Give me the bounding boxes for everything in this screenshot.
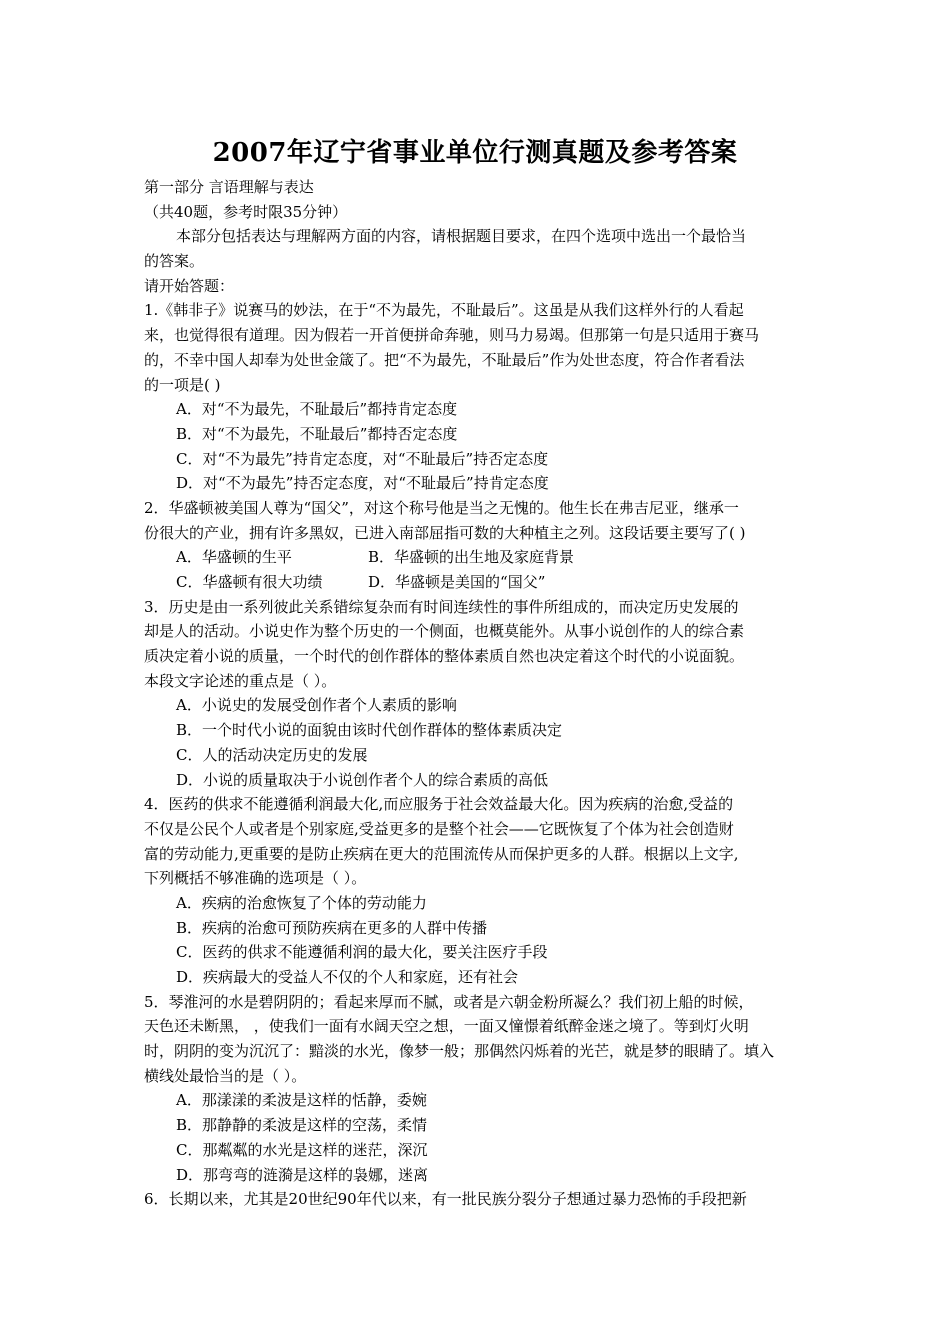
option-b: B．疾病的治愈可预防疾病在更多的人群中传播 xyxy=(176,918,488,937)
question-6 xyxy=(144,1187,814,1212)
option-b: B．一个时代小说的面貌由该时代创作群体的整体素质决定 xyxy=(176,721,563,740)
question-text-line: 份很大的产业，拥有许多黑奴，已进入南部屈指可数的大种植主之列。这段话要主要写了( ) xyxy=(144,523,746,542)
section-note: （共40题，参考时限35分钟） xyxy=(144,202,348,221)
option-c: C．对“不为最先”持肯定态度，对“不耻最后”持否定态度 xyxy=(176,449,549,468)
option-d: D．疾病最大的受益人不仅的个人和家庭，还有社会 xyxy=(176,968,519,986)
question-text-line: 下列概括不够准确的选项是（ ）。 xyxy=(144,869,367,888)
question-text-line: 时，阴阴的变为沉沉了：黯淡的水光，像梦一般；那偶然闪烁着的光芒，就是梦的眼睛了。填入 xyxy=(144,1042,775,1061)
intro-line: 本部分包括表达与理解两方面的内容，请根据题目要求，在四个选项中选出一个最恰当 xyxy=(176,227,747,246)
question-text-line: 不仅是公民个人或者是个别家庭,受益更多的是整个社会——它既恢复了个体为社会创造财 xyxy=(144,819,734,838)
question-text-line: 2．华盛顿被美国人尊为“国父”，对这个称号他是当之无愧的。他生长在弗吉尼亚，继承一 xyxy=(144,498,739,517)
question-2 xyxy=(144,496,814,595)
question-text-line: 3．历史是由一系列彼此关系错综复杂而有时间连续性的事件所组成的，而决定历史发展的 xyxy=(144,597,739,616)
question-text-line: 来，也觉得很有道理。因为假若一开首便拼命奔驰，则马力易竭。但那第一句是只适用于赛马 xyxy=(144,326,760,345)
question-text-line: 的一项是( ) xyxy=(144,375,221,394)
document-title: 2007年辽宁省事业单位行测真题及参考答案 xyxy=(212,138,738,168)
question-4 xyxy=(144,792,814,990)
question-text-line: 富的劳动能力,更重要的是防止疾病在更大的范围流传从而保护更多的人群。根据以上文字, xyxy=(144,844,739,863)
option-d: D．那弯弯的涟漪是这样的袅娜，迷离 xyxy=(176,1165,429,1184)
question-text-line: 4．医药的供求不能遵循利润最大化,而应服务于社会效益最大化。因为疾病的治愈,受益的 xyxy=(144,795,734,814)
option-b: B．对“不为最先，不耻最后”都持否定态度 xyxy=(176,424,458,443)
option-b: B．那静静的柔波是这样的空荡，柔情 xyxy=(176,1116,428,1135)
option-c: C．人的活动决定历史的发展 xyxy=(176,745,368,764)
option-d: D．华盛顿是美国的“国父” xyxy=(368,573,546,591)
intro-line: 的答案。 xyxy=(144,252,205,271)
option-a: A．小说史的发展受创作者个人素质的影响 xyxy=(176,696,457,715)
option-row xyxy=(144,570,814,595)
question-text-line: 6．长期以来，尤其是20世纪90年代以来，有一批民族分裂分子想通过暴力恐怖的手段把新 xyxy=(144,1190,747,1209)
option-c: C．医药的供求不能遵循利润的最大化，要关注医疗手段 xyxy=(176,943,548,962)
question-text-line: 的，不幸中国人却奉为处世金箴了。把“不为最先，不耻最后”作为处世态度，符合作者看法 xyxy=(144,350,745,369)
question-text-line: 5．琴淮河的水是碧阴阴的；看起来厚而不腻，或者是六朝金粉所凝么？我们初上船的时候， xyxy=(144,992,754,1011)
option-a: A．疾病的治愈恢复了个体的劳动能力 xyxy=(176,893,427,912)
start-instruction: 请开始答题： xyxy=(144,276,235,295)
question-text-line: 却是人的活动。小说史作为整个历史的一个侧面，也概莫能外。从事小说创作的人的综合素 xyxy=(144,622,745,641)
document-body xyxy=(144,175,814,1212)
option-a: A．对“不为最先，不耻最后”都持肯定态度 xyxy=(176,400,458,419)
option-d: D．小说的质量取决于小说创作者个人的综合素质的高低 xyxy=(176,770,549,789)
question-text-line: 天色还未断黑， ，使我们一面有水阔天空之想，一面又憧憬着纸醉金迷之境了。等到灯火明 xyxy=(144,1017,749,1036)
question-text-line: 质决定着小说的质量，一个时代的创作群体的整体素质自然也决定着这个时代的小说面貌。 xyxy=(144,647,745,666)
section-heading: 第一部分 言语理解与表达 xyxy=(144,178,314,196)
option-a: A．华盛顿的生平 xyxy=(176,548,292,567)
question-5 xyxy=(144,990,814,1188)
question-text-line: 本段文字论述的重点是（ ）。 xyxy=(144,671,337,690)
option-a: A．那漾漾的柔波是这样的恬静，委婉 xyxy=(176,1091,427,1110)
option-c: C．那粼粼的水光是这样的迷茫，深沉 xyxy=(176,1140,428,1159)
question-text-line: 1.《韩非子》说赛马的妙法，在于“不为最先，不耻最后”。这虽是从我们这样外行的人看起 xyxy=(144,301,744,320)
option-b: B．华盛顿的出生地及家庭背景 xyxy=(368,548,575,567)
question-1 xyxy=(144,298,814,496)
option-d: D．对“不为最先”持否定态度，对“不耻最后”持肯定态度 xyxy=(176,474,549,493)
option-c: C．华盛顿有很大功绩 xyxy=(176,573,323,591)
question-text-line: 横线处最恰当的是（ ）。 xyxy=(144,1066,307,1085)
question-3 xyxy=(144,595,814,793)
option-row xyxy=(144,545,814,570)
